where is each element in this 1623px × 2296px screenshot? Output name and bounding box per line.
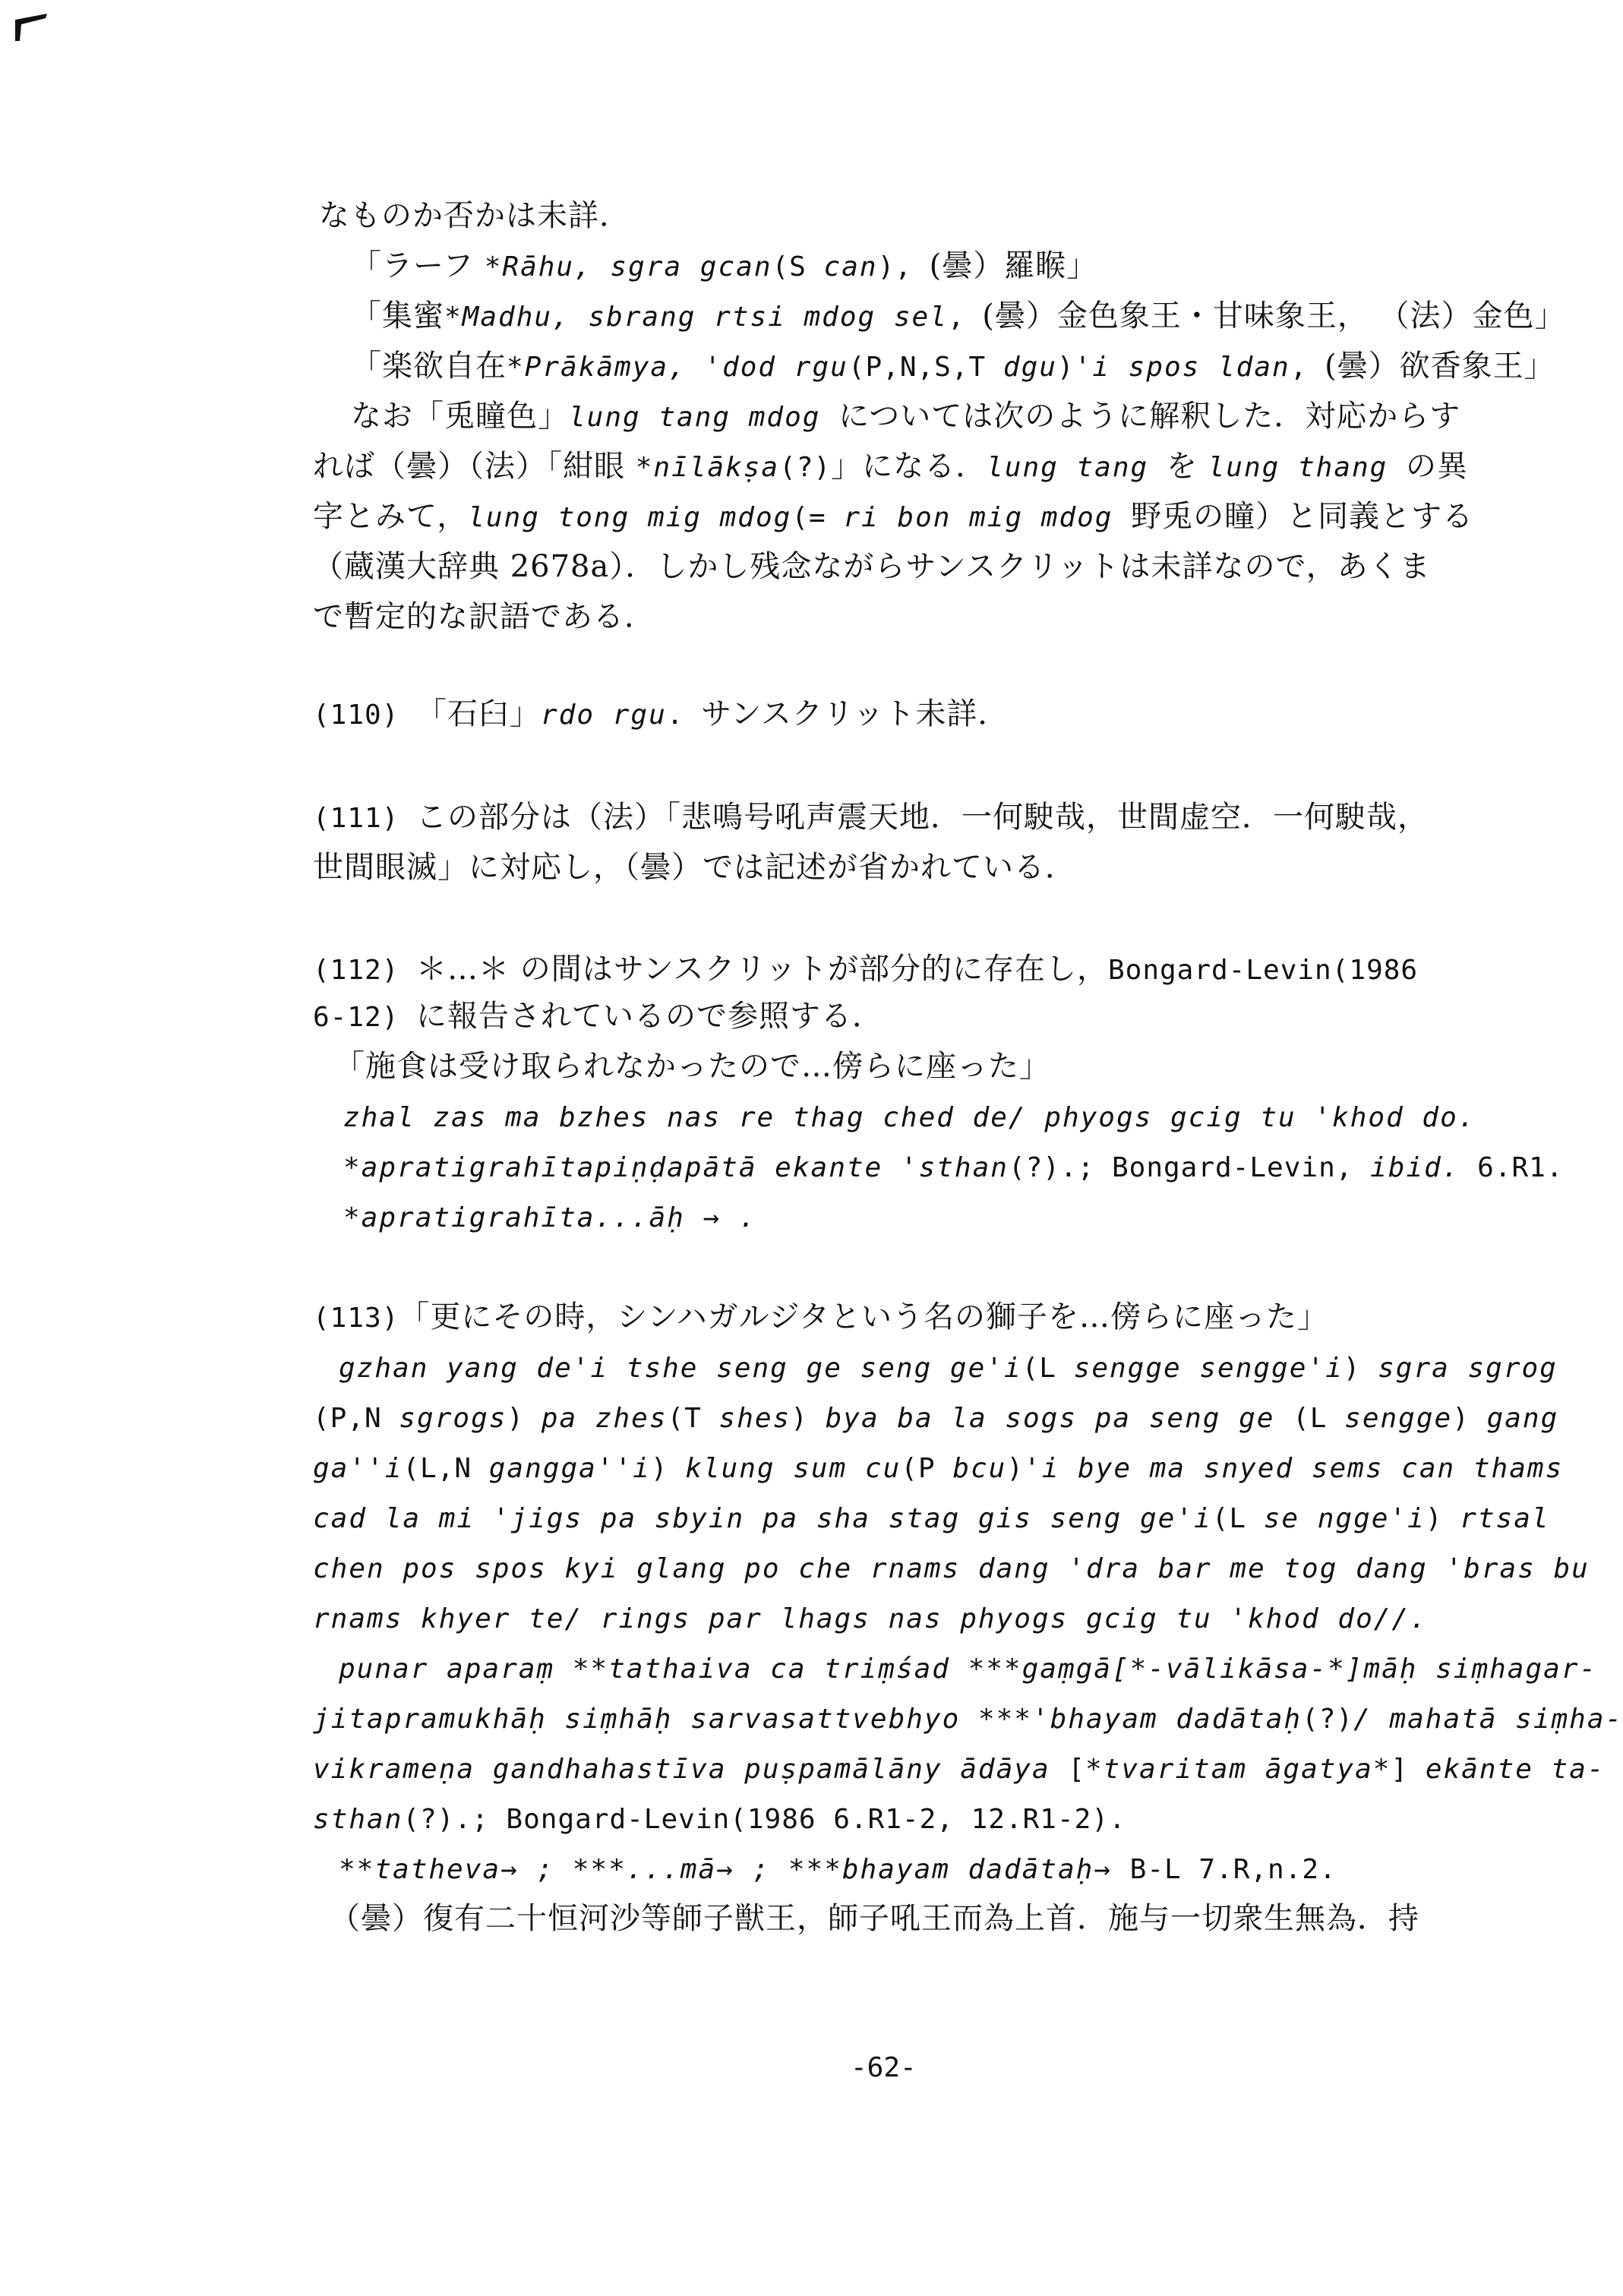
text-segment: zhal zas ma bzhes nas re thag ched de/ phyogs gcig tu 'khod do. [343,1102,1476,1133]
text-line [351,345,1555,389]
text-segment: を [1166,449,1208,484]
text-segment: [ [1068,1754,1085,1785]
text-segment: ) [1343,1353,1378,1384]
text-segment: ekānte ta- [1425,1754,1606,1785]
text-segment: (?) [1302,1704,1354,1735]
text-line [313,545,1431,588]
text-segment: (T [667,1403,719,1434]
text-segment: (P,N [313,1403,399,1434]
text-segment: bya ba la sogs pa seng ge [825,1403,1293,1434]
text-segment: 字とみて， [313,499,469,534]
text-segment: dgu [1003,352,1057,383]
text-segment: gang [1486,1403,1559,1434]
text-segment: (P,N,S,T [848,352,1003,383]
text-segment: *apratigrahīta...āḥ → . [343,1202,757,1233]
text-segment: (L [1211,1503,1264,1534]
text-segment: punar aparaṃ **tathaiva ca triṃśad ***gaṃgā[*-vālikāsa-*]māḥ siṃhagar- [339,1653,1598,1685]
text-line [313,1797,1126,1841]
text-segment: （曇）復有二十恒河沙等師子獣王，師子吼王而為上首．施与一切衆生無為．持 [330,1901,1419,1936]
text-segment: なお「兎瞳色」 [351,399,569,434]
text-segment: ), [877,251,930,283]
text-segment: れば（曇）（法）「紺眼 [313,449,636,484]
text-segment: 野兎の瞳）と同義とする [1131,499,1474,534]
text-segment: sgrogs [399,1403,507,1434]
text-line [334,1045,1050,1088]
text-line [313,495,1473,539]
text-segment: サンスクリット未詳． [701,696,1009,731]
text-line [313,846,1076,889]
text-line [351,295,1566,339]
text-line [313,1697,1623,1741]
text-segment: 」になる． [831,449,987,484]
text-line [313,995,883,1039]
text-segment: vikrameṇa gandhahastīva puṣpamālāny ādāya [313,1754,1069,1785]
text-segment: (= [791,502,844,533]
text-line [313,1747,1606,1791]
text-line [313,595,655,638]
text-segment: 「楽欲自在 [351,349,507,384]
text-segment: 6-12) [313,1002,417,1033]
text-segment: に報告されているので参照する． [416,999,884,1034]
text-line [330,1897,1419,1940]
text-line [343,1095,1476,1139]
text-segment: (?).; Bongard-Levin, [1008,1152,1371,1183]
text-segment: ] [1391,1754,1426,1785]
text-segment: Bongard-Levin(1986 [1107,955,1419,986]
text-segment: ) [650,1453,686,1484]
text-segment: *Madhu, sbrang rtsi mdog sel [444,302,948,333]
text-segment: ibid. [1370,1152,1460,1183]
text-line [313,1396,1558,1440]
text-segment: *Prākāmya, 'dod rgu [507,352,848,383]
text-segment: 「集蜜 [351,298,444,333]
text-segment: この部分は（法）「悲鳴号吼声震天地．一何駛哉，世間虚空．一何駛哉， [416,800,1429,835]
text-segment: / mahatā siṃha- [1353,1704,1623,1735]
text-line [343,1195,757,1240]
text-segment: ) [1425,1503,1460,1534]
text-segment: (曇）羅睺」 [929,248,1098,283]
text-segment: *Rāhu, sgra gcan [484,251,772,283]
text-segment: se ngge'i [1263,1503,1426,1534]
text-segment: (L [1021,1353,1074,1384]
text-segment: *apratigrahītapiṇḍapātā ekante 'sthan [343,1152,1009,1183]
text-segment: can [823,251,878,283]
text-segment: (曇）金色象王・甘味象王， （法）金色」 [982,298,1566,333]
text-segment: (?).; Bongard-Levin(1986 6.R1-2, 12.R1-2). [403,1804,1126,1835]
text-segment: ) [507,1403,542,1434]
text-segment: 「更にその時，シンハガルジタという名の獅子を…傍らに座った」 [399,1300,1328,1334]
text-segment: B-L 7.R,n.2. [1129,1854,1337,1885]
text-line [313,445,1468,489]
text-segment: 世間眼滅」に対応し，（曇）では記述が省かれている． [313,850,1076,885]
text-segment: jitapramukhāḥ siṃhāḥ sarvasattvebhyo ***'bhayam dadātaḥ [313,1704,1303,1735]
text-segment: *nīlākṣa [635,452,780,483]
text-segment: sthan [313,1804,403,1835]
text-segment: lung tang mdog [569,402,839,433]
text-line [313,693,1009,737]
text-segment: shes [718,1403,791,1434]
text-segment: (113) [313,1303,399,1334]
text-segment: sgra sgrog [1378,1353,1558,1384]
text-segment: (110) [313,700,417,731]
text-segment: ga''i [313,1453,403,1484]
text-segment: 'i bye ma snyed sems can thams [1024,1453,1564,1484]
text-segment: ) [1056,352,1075,383]
text-line [343,1145,1564,1189]
text-segment: (L,N [403,1453,489,1484]
text-segment: (P [901,1453,953,1484]
text-segment: で暫定的な訳語である． [313,599,655,634]
page-number: -62- [851,2052,917,2083]
text-segment: chen pos spos kyi glang po che rnams dang 'dra bar me tog dang 'bras bu [313,1553,1590,1584]
text-segment: (112) [313,955,417,986]
text-segment: (曇）欲香象王」 [1325,349,1555,384]
text-segment: ) [791,1403,826,1434]
text-segment: 6.R1. [1460,1152,1564,1183]
text-segment: . [666,700,702,731]
text-segment: rdo rgu [541,700,667,731]
text-line [313,1546,1590,1590]
text-line [339,1647,1597,1691]
text-segment: (L [1293,1403,1345,1434]
text-segment: gzhan yang de'i tshe seng ge seng ge'i [339,1353,1022,1384]
text-segment: *tvaritam āgatya* [1085,1754,1391,1785]
text-segment: ) [1452,1403,1487,1434]
text-segment: **tatheva→ ; ***...mā→ ; ***bhayam dadātaḥ→ [339,1854,1130,1885]
text-segment: lung tang [987,452,1167,483]
text-segment: 「ラーフ [351,248,485,283]
text-segment: pa zhes [541,1403,668,1434]
text-line [313,1296,1328,1340]
text-segment: ri bon mig mdog [843,502,1132,533]
text-segment: rtsal [1460,1503,1550,1534]
text-segment: klung sum cu [685,1453,901,1484]
text-segment: 'i spos ldan [1074,352,1290,383]
text-segment: gangga''i [488,1453,651,1484]
text-segment: rnams khyer te/ rings par lhags nas phyogs gcig tu 'khod do//. [313,1603,1428,1634]
text-segment: cad la mi 'jigs pa sbyin pa sha stag gis seng ge'i [313,1503,1212,1534]
text-segment: (111) [313,803,417,834]
text-segment: lung thang [1208,452,1407,483]
text-segment: sengge [1344,1403,1453,1434]
text-segment: bcu [952,1453,1007,1484]
text-line [339,1346,1558,1390]
text-segment: (?) [779,452,832,483]
text-line [351,245,1097,289]
text-segment: ) [1006,1453,1025,1484]
text-line [339,1847,1337,1891]
text-segment: sengge sengge'i [1073,1353,1344,1384]
text-line [313,1496,1550,1540]
text-line [313,1446,1563,1490]
text-segment: 「施食は受け取られなかったので…傍らに座った」 [334,1049,1050,1084]
text-line [313,1596,1428,1641]
text-segment: ＊…＊ の間はサンスクリットが部分的に存在し， [416,952,1108,987]
text-segment: , [947,302,983,333]
text-segment: の異 [1406,449,1469,484]
text-segment: 「石臼」 [416,696,542,731]
text-segment: については次のように解釈した．対応からす [838,399,1461,434]
text-segment: （蔵漢大辞典 2678a）．しかし残念ながらサンスクリットは未詳なので，あくま [313,549,1431,584]
text-segment: lung tong mig mdog [468,502,792,533]
text-segment: (S [772,251,824,283]
text-segment: なものか否かは未詳． [319,198,630,233]
text-line [351,395,1460,439]
text-line [313,948,1418,992]
text-segment: , [1290,352,1325,383]
text-line [313,796,1429,840]
text-line [319,194,630,237]
